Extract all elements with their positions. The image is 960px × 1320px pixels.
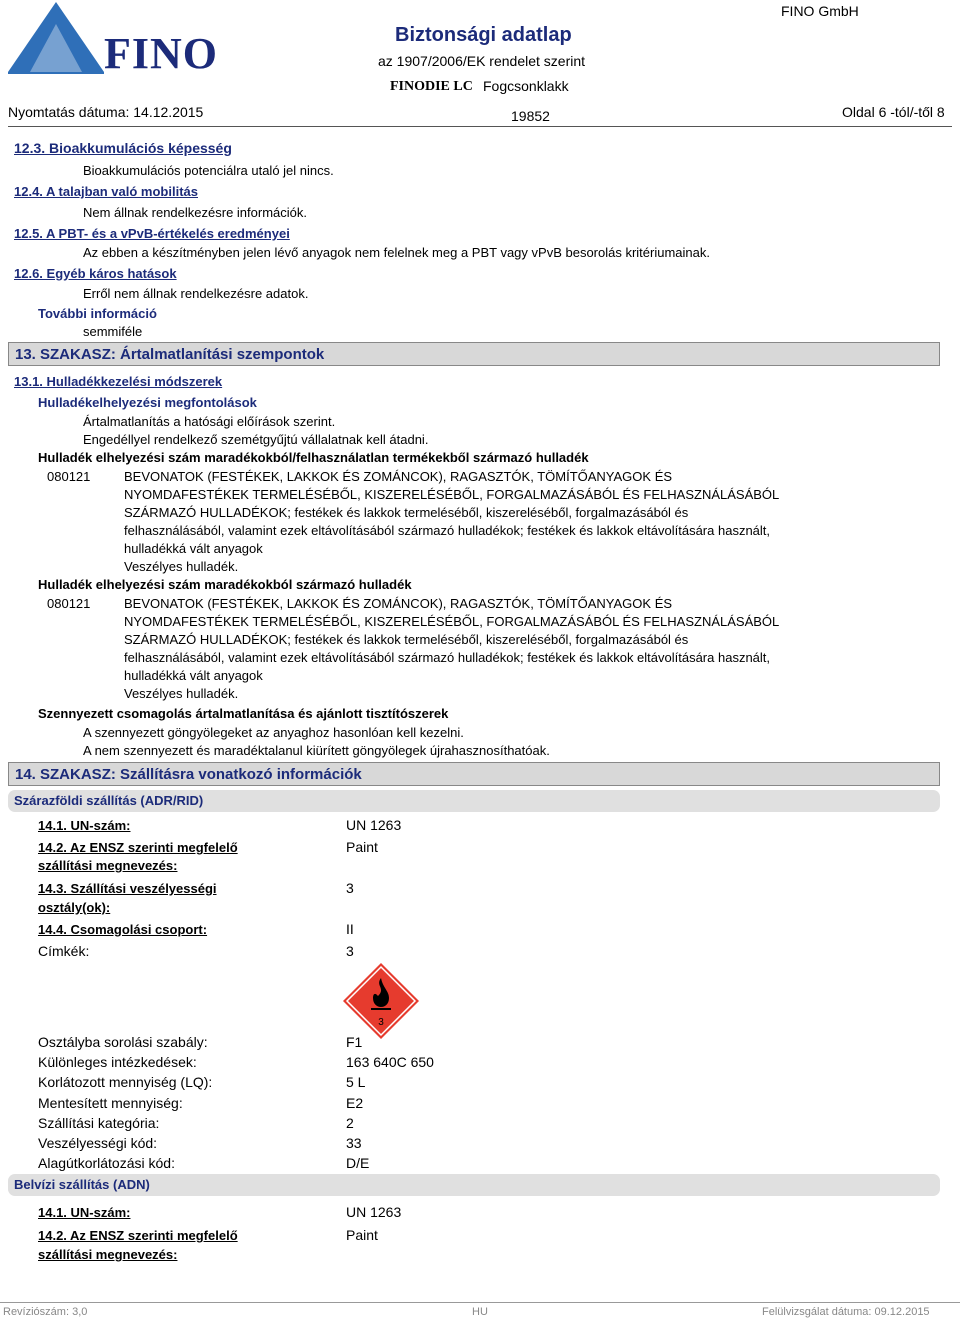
footer-revision: Revíziószám: 3,0 (3, 1306, 88, 1318)
adn-name-value: Paint (346, 1227, 378, 1243)
flammable-hazard-icon (342, 962, 420, 1040)
detail-label: Veszélyességi kód: (38, 1135, 158, 1151)
s12-3-text: Bioakkumulációs potenciálra utaló jel nincs. (83, 163, 334, 178)
s13-1-heading: 13.1. Hulladékkezelési módszerek (14, 374, 223, 389)
adr-un-label: 14.1. UN-szám: (38, 818, 131, 833)
waste-2-line: hulladékká vált anyagok (124, 668, 263, 683)
waste-code-1-heading: Hulladék elhelyezési szám maradékokból/felhasználatlan termékekből származó hulladék (38, 450, 589, 465)
adr-class-value: 3 (346, 880, 354, 896)
header-divider (8, 126, 952, 127)
packaging-line-2: A nem szennyezett és maradéktalanul kiürített göngyölegek újrahasznosíthatóak. (83, 743, 550, 758)
hazard-class-number: 3 (378, 1017, 384, 1028)
adn-title: Belvízi szállítás (ADN) (14, 1177, 150, 1192)
detail-label: Korlátozott mennyiség (LQ): (38, 1074, 213, 1090)
detail-label: Osztályba sorolási szabály: (38, 1034, 208, 1050)
section-14-title: 14. SZAKASZ: Szállításra vonatkozó információk (15, 766, 362, 783)
waste-code-1: 080121 (47, 469, 91, 484)
adr-labels-label: Címkék: (38, 943, 90, 959)
footer-review-date: Felülvizsgálat dátuma: 09.12.2015 (762, 1306, 930, 1318)
section-14-header (8, 762, 940, 786)
detail-label: Szállítási kategória: (38, 1115, 160, 1131)
s12-5-heading: 12.5. A PBT- és a vPvB-értékelés eredményei (14, 226, 290, 241)
adr-name-label-1: 14.2. Az ENSZ szerinti megfelelő (38, 840, 238, 855)
adn-header (8, 1174, 940, 1196)
page-number: Oldal 6 -tól/-től 8 (842, 104, 945, 120)
waste-1-line: hulladékká vált anyagok (124, 541, 263, 556)
detail-label: Mentesített mennyiség: (38, 1095, 183, 1111)
detail-label: Különleges intézkedések: (38, 1054, 197, 1070)
product-code: 19852 (511, 108, 550, 124)
waste-code-2: 080121 (47, 596, 91, 611)
waste-2-line: SZÁRMAZÓ HULLADÉKOK; festékek és lakkok termeléséből, kiszereléséből, forgalmazásából és (124, 632, 689, 647)
adn-un-value: UN 1263 (346, 1204, 402, 1220)
waste-1-line: NYOMDAFESTÉKEK TERMELÉSÉBŐL, KISZERELÉSÉBŐL, FORGALMAZÁSÁBÓL ÉS FELHASZNÁLÁSÁBÓL (124, 487, 780, 502)
footer-language: HU (472, 1306, 488, 1318)
waste-1-line: BEVONATOK (FESTÉKEK, LAKKOK ÉS ZOMÁNCOK), RAGASZTÓK, TÖMÍTŐANYAGOK ÉS (124, 469, 673, 484)
regulation-text: az 1907/2006/EK rendelet szerint (378, 53, 586, 69)
document-title: Biztonsági adatlap (395, 24, 572, 46)
adn-name-label-1: 14.2. Az ENSZ szerinti megfelelő (38, 1228, 238, 1243)
adr-labels-value: 3 (346, 943, 354, 959)
adr-name-label-2: szállítási megnevezés: (38, 858, 178, 873)
waste-2-line: NYOMDAFESTÉKEK TERMELÉSÉBŐL, KISZERELÉSÉBŐL, FORGALMAZÁSÁBÓL ÉS FELHASZNÁLÁSÁBÓL (124, 614, 780, 629)
detail-value: 2 (346, 1115, 354, 1131)
waste-code-2-heading: Hulladék elhelyezési szám maradékokból származó hulladék (38, 577, 412, 592)
detail-value: E2 (346, 1095, 364, 1111)
s12-5-text: Az ebben a készítményben jelen lévő anyagok nem felelnek meg a PBT vagy vPvB besorolás kritériumainak. (83, 245, 710, 260)
detail-value: F1 (346, 1034, 363, 1050)
adr-header (8, 790, 940, 812)
waste-2-line: felhasználásából, valamint ezek eltávolításából származó hulladékok; festékek és lakkok eltávolítására használt, (124, 650, 771, 665)
adr-class-label-2: osztály(ok): (38, 900, 111, 915)
adr-un-value: UN 1263 (346, 817, 402, 833)
waste-1-line: felhasználásából, valamint ezek eltávolításából származó hulladékok; festékek és lakkok eltávolítására használt, (124, 523, 771, 538)
detail-value: 5 L (346, 1074, 366, 1090)
adr-pg-label: 14.4. Csomagolási csoport: (38, 922, 208, 937)
section-13-header (8, 342, 940, 366)
disposal-line-1: Ártalmatlanítás a hatósági előírások szerint. (83, 414, 336, 429)
print-date: Nyomtatás dátuma: 14.12.2015 (8, 104, 204, 120)
section-13-title: 13. SZAKASZ: Ártalmatlanítási szempontok (15, 346, 325, 363)
disposal-line-2: Engedéllyel rendelkező szemétgyűjtú vállalatnak kell átadni. (83, 432, 429, 447)
packaging-heading: Szennyezett csomagolás ártalmatlanítása és ajánlott tisztítószerek (38, 706, 449, 721)
adn-un-label: 14.1. UN-szám: (38, 1205, 131, 1220)
s12-3-heading: 12.3. Bioakkumulációs képesség (14, 140, 232, 156)
detail-value: 163 640C 650 (346, 1054, 434, 1070)
further-info-heading: További információ (38, 306, 157, 321)
s12-4-heading: 12.4. A talajban való mobilitás (14, 184, 198, 199)
product-name: Fogcsonklakk (483, 78, 569, 94)
s12-4-text: Nem állnak rendelkezésre információk. (83, 205, 307, 220)
footer-divider (0, 1302, 960, 1303)
adr-title: Szárazföldi szállítás (ADR/RID) (14, 793, 204, 808)
company-name: FINO GmbH (781, 3, 859, 19)
detail-value: 33 (346, 1135, 362, 1151)
detail-value: D/E (346, 1155, 370, 1171)
packaging-line-1: A szennyezett göngyölegeket az anyaghoz hasonlóan kell kezelni. (83, 725, 464, 740)
adn-name-label-2: szállítási megnevezés: (38, 1247, 178, 1262)
detail-label: Alagútkorlátozási kód: (38, 1155, 175, 1171)
product-brand: FINODIE LC (390, 79, 473, 94)
s12-6-text: Erről nem állnak rendelkezésre adatok. (83, 286, 309, 301)
company-logo (8, 2, 218, 78)
adr-pg-value: II (346, 921, 354, 937)
disposal-heading: Hulladékelhelyezési megfontolások (38, 395, 257, 410)
waste-2-line: Veszélyes hulladék. (124, 686, 239, 701)
further-info-text: semmiféle (83, 324, 143, 339)
waste-2-line: BEVONATOK (FESTÉKEK, LAKKOK ÉS ZOMÁNCOK), RAGASZTÓK, TÖMÍTŐANYAGOK ÉS (124, 596, 673, 611)
logo-text: FINO (104, 29, 218, 78)
adr-name-value: Paint (346, 839, 378, 855)
waste-1-line: SZÁRMAZÓ HULLADÉKOK; festékek és lakkok termeléséből, kiszereléséből, forgalmazásából és (124, 505, 689, 520)
s12-6-heading: 12.6. Egyéb káros hatások (14, 266, 177, 281)
waste-1-line: Veszélyes hulladék. (124, 559, 239, 574)
adr-class-label-1: 14.3. Szállítási veszélyességi (38, 881, 217, 896)
